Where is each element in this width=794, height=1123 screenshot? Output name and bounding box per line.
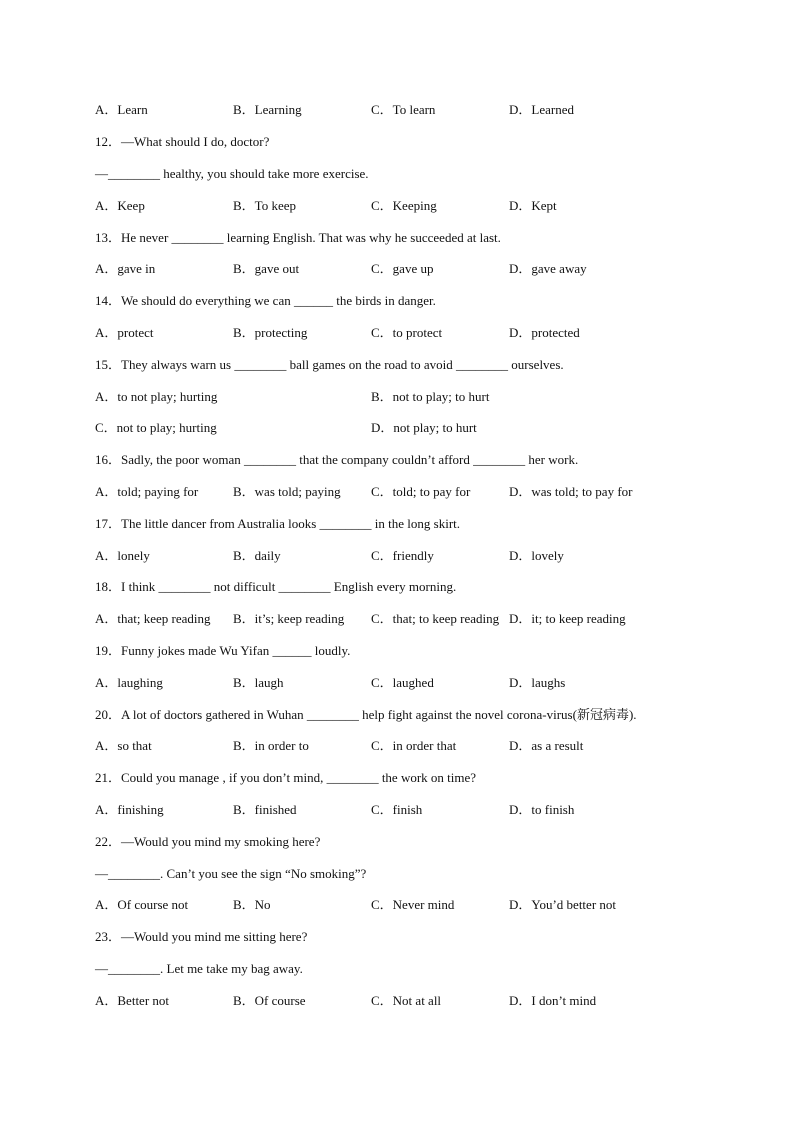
option-a: A．lonely xyxy=(95,548,150,563)
option-b: B．No xyxy=(233,897,271,912)
option-a: A．to not play; hurting xyxy=(95,389,218,404)
option-b: B．laugh xyxy=(233,675,284,690)
question-13-stem: 13．He never ________ learning English. That was why he succeeded at last. xyxy=(95,230,501,245)
option-c: C．to protect xyxy=(371,325,443,340)
option-c: C．that; to keep reading xyxy=(371,611,500,626)
option-a: A．Of course not xyxy=(95,897,189,912)
option-c: C．Never mind xyxy=(371,897,455,912)
question-20-stem: 20．A lot of doctors gathered in Wuhan ________ help fight against the novel corona-virus(新冠病毒). xyxy=(95,707,637,722)
option-a: A．protect xyxy=(95,325,154,340)
option-a: A．gave in xyxy=(95,261,156,276)
option-d: D．You’d better not xyxy=(509,897,617,912)
option-a: A．told; paying for xyxy=(95,484,199,499)
option-d: D．as a result xyxy=(509,738,584,753)
question-17-options xyxy=(95,547,734,565)
question-15-options-row1 xyxy=(95,388,734,406)
question-11-options xyxy=(95,101,734,119)
question-19-stem: 19．Funny jokes made Wu Yifan ______ loudly. xyxy=(95,643,351,658)
option-c: C．gave up xyxy=(371,261,434,276)
question-13-options xyxy=(95,260,734,278)
question-16-options xyxy=(95,483,734,501)
option-d: D．lovely xyxy=(509,548,564,563)
option-d: D．gave away xyxy=(509,261,587,276)
question-23-stem: 23．—Would you mind me sitting here? xyxy=(95,929,308,944)
option-b: B．not to play; to hurt xyxy=(371,389,490,404)
option-b: B．daily xyxy=(233,548,281,563)
question-20-options xyxy=(95,737,734,755)
option-c: C．friendly xyxy=(371,548,434,563)
option-c: C．told; to pay for xyxy=(371,484,471,499)
option-a: A．laughing xyxy=(95,675,163,690)
question-22-stem: 22．—Would you mind my smoking here? xyxy=(95,834,321,849)
option-b: B．it’s; keep reading xyxy=(233,611,345,626)
option-c: C．laughed xyxy=(371,675,434,690)
option-d: D．Kept xyxy=(509,198,557,213)
option-c: C．To learn xyxy=(371,102,436,117)
option-d: D．not play; to hurt xyxy=(371,420,477,435)
option-d: D．was told; to pay for xyxy=(509,484,633,499)
option-a: A．finishing xyxy=(95,802,164,817)
option-b: B．Learning xyxy=(233,102,302,117)
question-15-options-row2 xyxy=(95,419,734,437)
option-b: B．was told; paying xyxy=(233,484,341,499)
question-21-stem: 21．Could you manage , if you don’t mind, ________ the work on time? xyxy=(95,770,477,785)
question-19-options xyxy=(95,674,734,692)
question-14-options xyxy=(95,324,734,342)
option-a: A．that; keep reading xyxy=(95,611,211,626)
question-12-options xyxy=(95,197,734,215)
option-c: C．Keeping xyxy=(371,198,437,213)
option-c: C．Not at all xyxy=(371,993,442,1008)
option-a: A．so that xyxy=(95,738,152,753)
question-22-stem-line2: —________. Can’t you see the sign “No smoking”? xyxy=(95,866,367,881)
question-21-options xyxy=(95,801,734,819)
option-b: B．Of course xyxy=(233,993,306,1008)
question-16-stem: 16．Sadly, the poor woman ________ that the company couldn’t afford ________ her work. xyxy=(95,452,579,467)
question-18-stem: 18．I think ________ not difficult ________ English every morning. xyxy=(95,579,457,594)
question-23-stem-line2: —________. Let me take my bag away. xyxy=(95,961,303,976)
question-12-stem-line2: —________ healthy, you should take more exercise. xyxy=(95,166,369,181)
option-c: C．finish xyxy=(371,802,423,817)
option-d: D．it; to keep reading xyxy=(509,611,626,626)
option-d: D．to finish xyxy=(509,802,575,817)
option-d: D．laughs xyxy=(509,675,566,690)
option-b: B．protecting xyxy=(233,325,308,340)
question-23-options xyxy=(95,992,734,1010)
question-12-stem: 12．—What should I do, doctor? xyxy=(95,134,270,149)
option-d: D．Learned xyxy=(509,102,574,117)
question-17-stem: 17．The little dancer from Australia looks ________ in the long skirt. xyxy=(95,516,461,531)
option-d: D．I don’t mind xyxy=(509,993,597,1008)
question-15-stem: 15．They always warn us ________ ball games on the road to avoid ________ ourselves. xyxy=(95,357,564,372)
question-18-options xyxy=(95,610,734,628)
option-c: C．in order that xyxy=(371,738,457,753)
question-14-stem: 14．We should do everything we can ______ the birds in danger. xyxy=(95,293,436,308)
option-a: A．Learn xyxy=(95,102,148,117)
option-d: D．protected xyxy=(509,325,580,340)
option-b: B．finished xyxy=(233,802,297,817)
option-a: A．Better not xyxy=(95,993,170,1008)
option-b: B．in order to xyxy=(233,738,309,753)
question-22-options xyxy=(95,896,734,914)
option-a: A．Keep xyxy=(95,198,145,213)
option-b: B．To keep xyxy=(233,198,296,213)
option-b: B．gave out xyxy=(233,261,300,276)
option-c: C．not to play; hurting xyxy=(95,420,217,435)
